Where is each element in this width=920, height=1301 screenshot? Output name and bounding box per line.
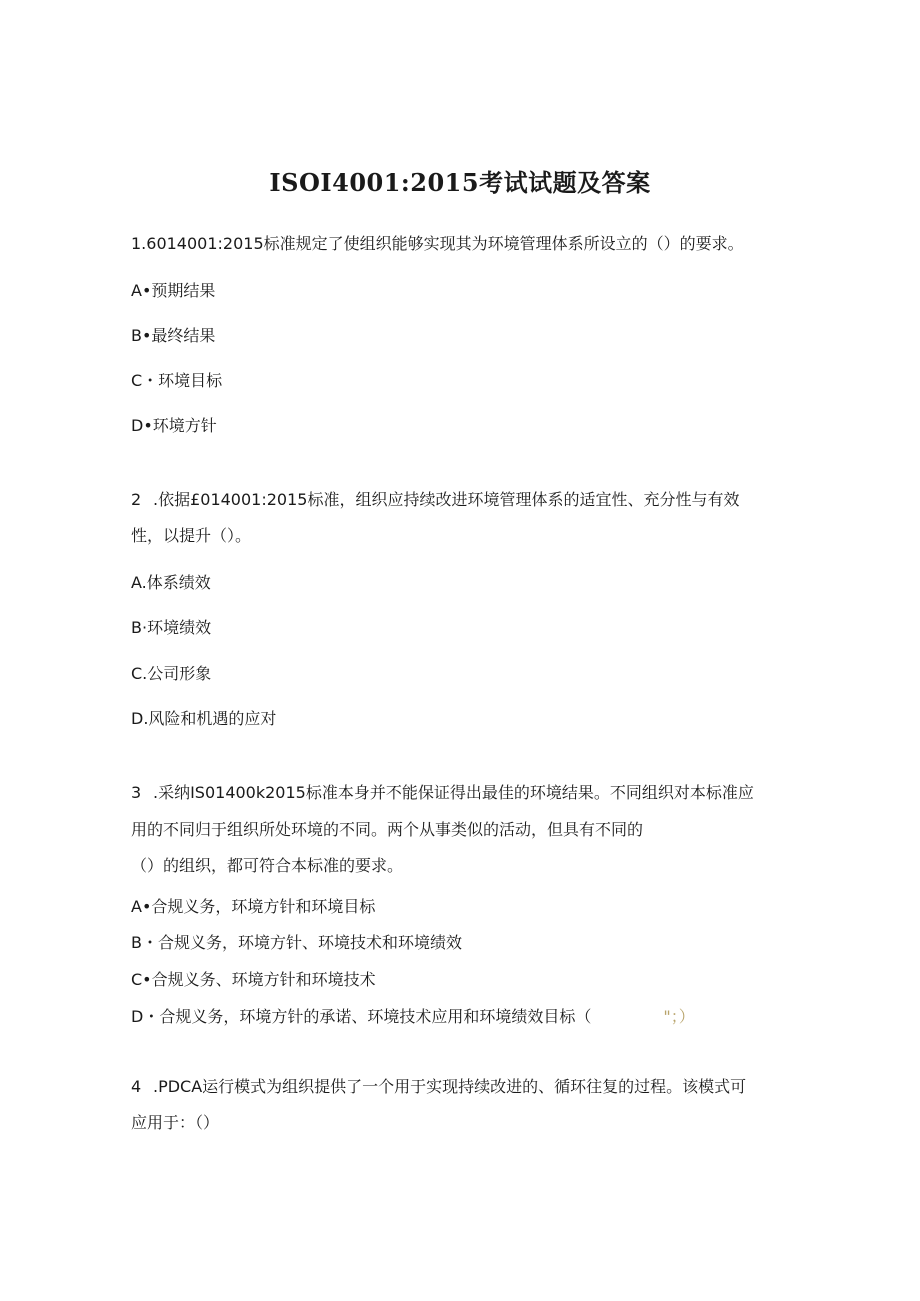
question-1-option-c: C・环境目标 xyxy=(131,371,223,390)
question-1-text: 1.6014001:2015标准规定了使组织能够实现其为环境管理体系所设立的（）的要求。 xyxy=(131,234,744,253)
question-3-line-2: 用的不同归于组织所处环境的不同。两个从事类似的活动，但具有不同的 xyxy=(131,820,644,839)
question-3-option-d: D・合规义务，环境方针的承诺、环境技术应用和环境绩效目标（ xyxy=(131,1007,592,1026)
page-title: ISOI4001:2015考试试题及答案 xyxy=(269,168,651,197)
question-2-option-a: A.体系绩效 xyxy=(131,573,211,592)
question-3-line-3: （）的组织，都可符合本标准的要求。 xyxy=(131,856,404,875)
question-2-line-2: 性，以提升（）。 xyxy=(131,526,252,545)
question-2-line-1 xyxy=(131,490,739,510)
question-2-number: 2 xyxy=(131,490,142,509)
question-3-text: .采纳IS01400k2015标准本身并不能保证得出最佳的环境结果。不同组织对本标准应 xyxy=(153,783,754,802)
question-3-option-b: B・合规义务，环境方针、环境技术和环境绩效 xyxy=(131,933,462,952)
question-3-number: 3 xyxy=(131,783,142,802)
question-4-line-1 xyxy=(131,1077,746,1097)
question-2-option-c: C.公司形象 xyxy=(131,664,212,683)
question-3-option-a: A•合规义务，环境方针和环境目标 xyxy=(131,897,376,916)
question-3-option-d-line xyxy=(131,1007,695,1027)
question-3-option-d-tail: "；） xyxy=(663,1007,695,1026)
question-4-text: .PDCA运行模式为组织提供了一个用于实现持续改进的、循环往复的过程。该模式可 xyxy=(153,1077,747,1096)
question-4-number: 4 xyxy=(131,1077,142,1096)
question-4-line-2: 应用于：（） xyxy=(131,1113,220,1132)
question-1-option-b: B•最终结果 xyxy=(131,326,216,345)
question-1-option-a: A•预期结果 xyxy=(131,281,216,300)
question-2-text: .依据£014001:2015标准，组织应持续改进环境管理体系的适宜性、充分性与有效 xyxy=(153,490,740,509)
question-2-option-b: B·环境绩效 xyxy=(131,618,212,637)
question-3-line-1 xyxy=(131,783,754,803)
question-1-option-d: D•环境方针 xyxy=(131,416,217,435)
question-2-option-d: D.风险和机遇的应对 xyxy=(131,709,277,728)
question-3-option-c: C•合规义务、环境方针和环境技术 xyxy=(131,970,376,989)
